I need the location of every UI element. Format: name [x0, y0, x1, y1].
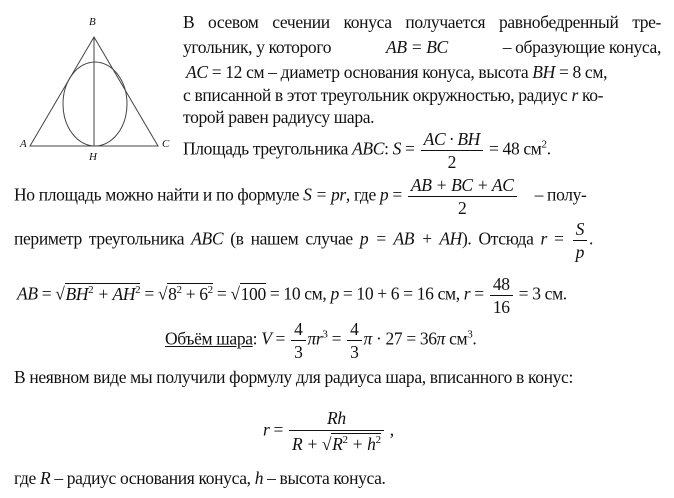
- math: R: [39, 468, 51, 488]
- denominator: 3: [350, 342, 359, 362]
- text: = 8 см,: [554, 62, 608, 82]
- math: V: [261, 328, 272, 349]
- numerator: AC · BH: [423, 129, 480, 149]
- superscript: 2: [88, 283, 94, 296]
- calculation-line: [17, 273, 567, 318]
- sqrt: [331, 433, 381, 454]
- text: .: [472, 328, 477, 349]
- perimeter-line: [14, 174, 587, 219]
- fraction: [490, 273, 513, 318]
- text: – образующие конуса,: [502, 37, 661, 57]
- label-c: C: [162, 138, 169, 150]
- text: = 3 см.: [514, 283, 567, 304]
- text: Но площадь можно найти и по формуле: [14, 184, 304, 205]
- text: = √: [212, 283, 240, 304]
- text: – радиус основания конуса,: [50, 468, 255, 488]
- math: p = AB + AH: [359, 228, 462, 249]
- definitions-line: [14, 468, 386, 488]
- text: =: [547, 228, 571, 249]
- numerator: 4: [347, 318, 361, 341]
- math: R + √: [292, 434, 332, 454]
- text: =: [327, 328, 346, 349]
- math: πr: [307, 328, 323, 349]
- math: BH: [65, 283, 89, 304]
- para1-line1: В осевом сечении конуса получается равнобедренный тре-: [183, 12, 661, 32]
- fraction: [291, 318, 305, 363]
- implicit-formula-text: В неявном виде мы получили формулу для радиуса шара, вписанного в конус:: [14, 367, 573, 387]
- denominator: p: [575, 242, 584, 262]
- superscript: 2: [176, 283, 182, 296]
- fraction: [347, 318, 361, 363]
- denominator: [289, 431, 384, 457]
- superscript: 3: [322, 328, 328, 341]
- text: ,: [385, 419, 394, 440]
- math: AB = BC: [386, 37, 448, 57]
- math: π: [363, 328, 372, 349]
- math: π: [436, 328, 446, 349]
- text: · 27 = 36: [371, 328, 437, 349]
- fraction: [573, 218, 587, 263]
- label-a: A: [20, 138, 27, 150]
- denominator: 3: [294, 342, 303, 362]
- math: + h: [347, 434, 376, 454]
- text: = √: [37, 283, 65, 304]
- math: S: [392, 138, 402, 159]
- superscript: 2: [375, 434, 381, 446]
- superscript: 2: [135, 283, 141, 296]
- text: Площадь треугольника: [183, 138, 353, 159]
- denominator: 16: [492, 297, 510, 317]
- math: S = pr: [303, 184, 346, 205]
- denominator: 2: [458, 198, 467, 218]
- text: , где: [345, 184, 380, 205]
- text: =: [470, 283, 488, 304]
- text: .: [546, 138, 551, 159]
- text: где: [14, 468, 40, 488]
- math: r: [571, 85, 578, 105]
- text: :: [252, 328, 262, 349]
- text: ). Отсюда: [461, 228, 541, 249]
- numerator: 48: [490, 273, 513, 296]
- para1-line3: [186, 62, 607, 82]
- para1-line5: торой равен радиусу шара.: [183, 107, 375, 127]
- text: =: [269, 419, 288, 440]
- math: ABC: [191, 228, 224, 249]
- label-h: H: [89, 151, 97, 163]
- text: угольник, у которого: [183, 37, 332, 57]
- math: r: [463, 283, 471, 304]
- text: :: [384, 138, 393, 159]
- numerator: 4: [291, 318, 305, 341]
- math: r: [540, 228, 547, 249]
- superscript: 3: [467, 328, 473, 341]
- text: – высота конуса.: [263, 468, 386, 488]
- math: + AH: [93, 283, 136, 304]
- numerator: Rh: [327, 408, 346, 428]
- fraction: [408, 174, 517, 219]
- text: = 12 см – диаметр основания конуса, высота: [207, 62, 533, 82]
- superscript: 2: [541, 138, 547, 151]
- text: – полу-: [530, 184, 587, 205]
- text: ко-: [577, 85, 604, 105]
- text: 8: [168, 283, 177, 304]
- math: AC: [186, 62, 208, 82]
- volume-line: [165, 318, 476, 363]
- text: (в нашем случае: [223, 228, 360, 249]
- text: =: [388, 184, 406, 205]
- math: p: [330, 283, 339, 304]
- math: h: [254, 468, 264, 488]
- text: периметр треугольника: [14, 228, 192, 249]
- math: ABC: [352, 138, 385, 159]
- text: .: [588, 228, 594, 249]
- sqrt: 100: [240, 283, 266, 304]
- math: R: [332, 434, 343, 454]
- superscript: 2: [207, 283, 213, 296]
- text: = 10 + 6 = 16 см,: [338, 283, 464, 304]
- para1-line2: [183, 37, 661, 57]
- text: = 48 см: [484, 138, 542, 159]
- text: =: [401, 138, 419, 159]
- numerator: AB + BC + AC: [410, 175, 514, 195]
- inscribed-circle: [63, 62, 127, 146]
- text: =: [271, 328, 290, 349]
- semiperimeter-line: [14, 218, 593, 263]
- label-b: B: [89, 16, 96, 28]
- text: = 10 см,: [265, 283, 331, 304]
- text: + 6: [181, 283, 208, 304]
- fraction: [289, 406, 384, 457]
- sqrt: [65, 283, 141, 304]
- fraction: [421, 128, 483, 173]
- sqrt: [167, 283, 213, 304]
- para1-line4: [183, 85, 603, 105]
- radius-formula: [263, 406, 394, 457]
- superscript: 2: [342, 434, 348, 446]
- volume-label: Объём шара: [165, 328, 253, 349]
- area-line: [183, 128, 551, 173]
- text: см: [445, 328, 468, 349]
- denominator: 2: [447, 152, 456, 172]
- numerator: S: [575, 219, 584, 239]
- math: r: [263, 419, 270, 440]
- text: с вписанной в этот треугольник окружностью, радиус: [183, 85, 572, 105]
- text: = √: [140, 283, 168, 304]
- math: BH: [532, 62, 555, 82]
- math: AB: [17, 283, 38, 304]
- math: p: [379, 184, 389, 205]
